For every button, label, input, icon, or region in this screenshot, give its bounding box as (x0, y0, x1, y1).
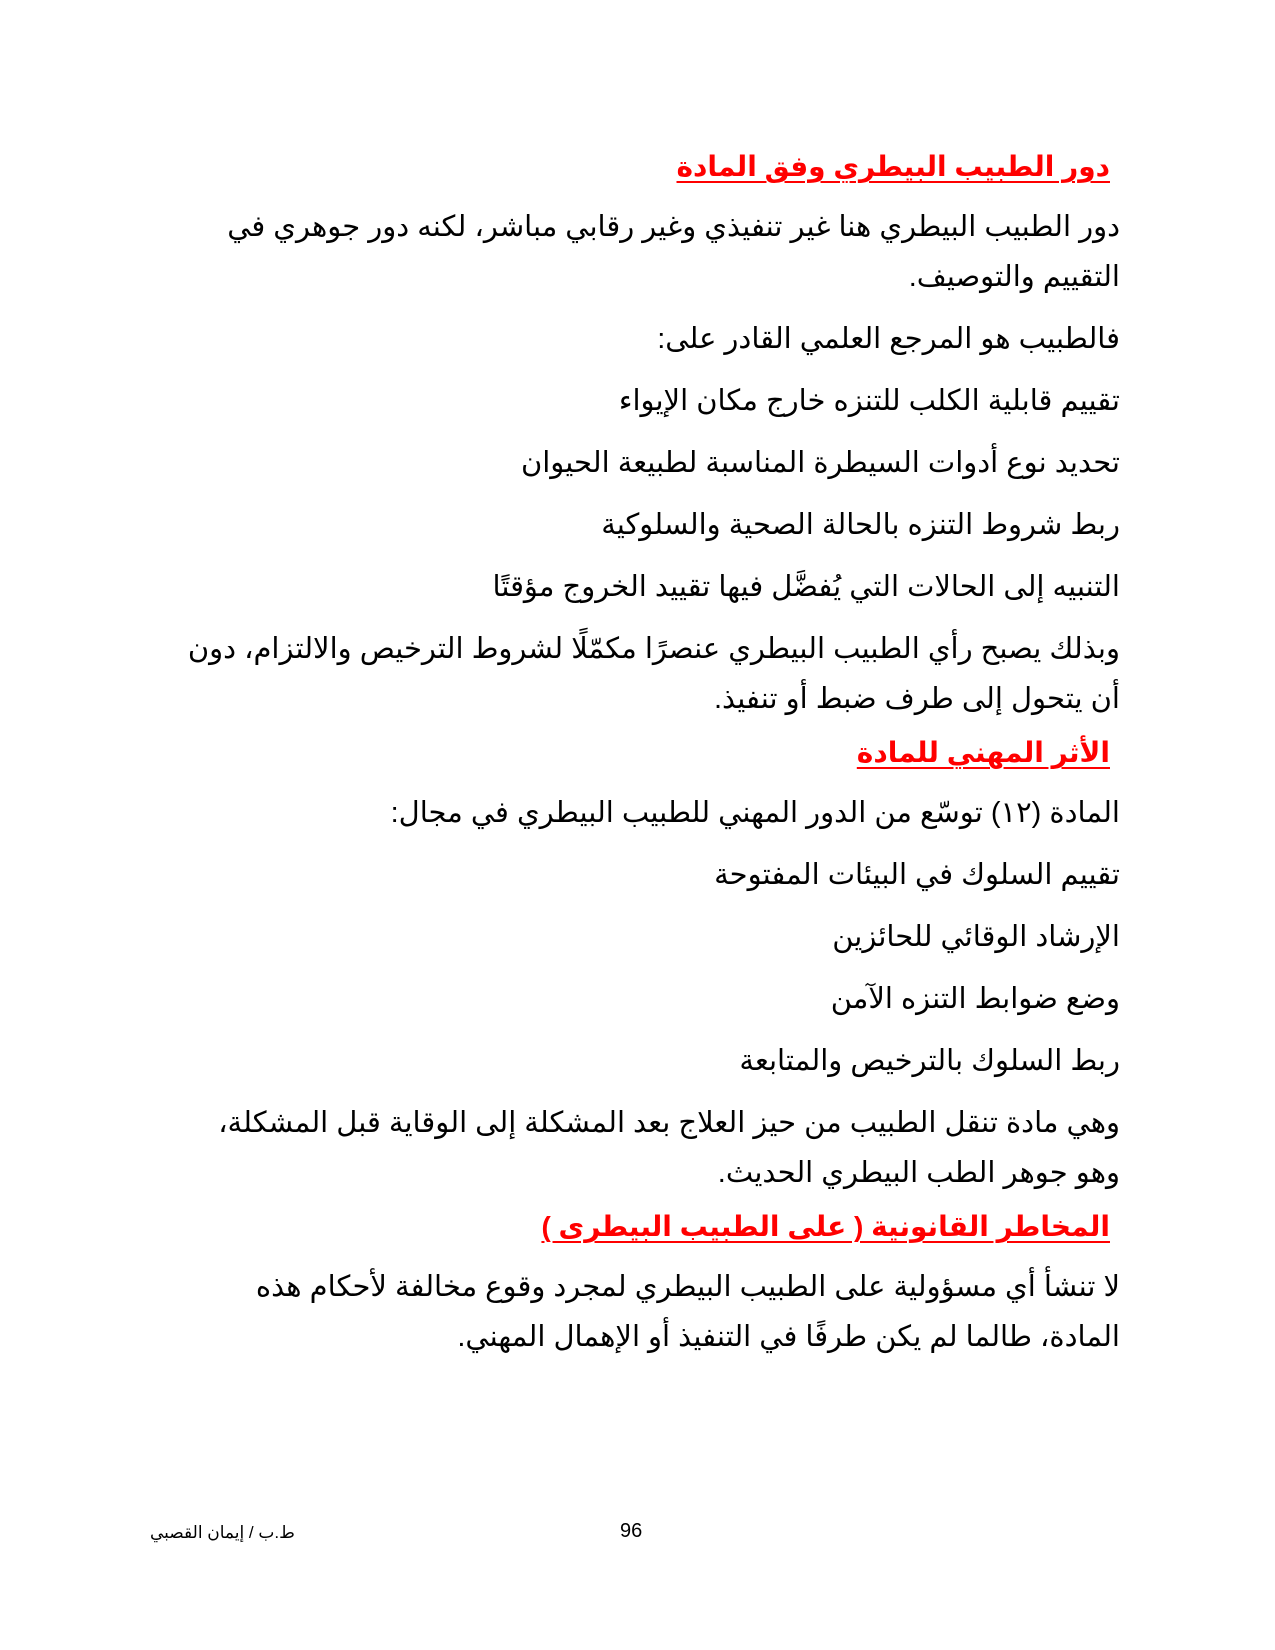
list-item: تقييم السلوك في البيئات المفتوحة (714, 859, 1120, 891)
paragraph-impact-conclusion: وهي مادة تنقل الطبيب من حيز العلاج بعد المشكلة إلى الوقاية قبل المشكلة، وهو جوهر الطب البيطري الحديث. (218, 1107, 1120, 1189)
section-heading-vet-role: دور الطبيب البيطري وفق المادة (676, 151, 1110, 182)
list-item: وضع ضوابط التنزه الآمن (830, 983, 1120, 1015)
list-item: الإرشاد الوقائي للحائزين (832, 921, 1120, 953)
footer-author: ط.ب / إيمان القصبي (150, 1523, 295, 1542)
list-item: ربط السلوك بالترخيص والمتابعة (739, 1045, 1120, 1077)
document-body (175, 150, 1120, 1374)
paragraph-legal-risks: لا تنشأ أي مسؤولية على الطبيب البيطري لمجرد وقوع مخالفة لأحكام هذه المادة، طالما لم يكن طرفًا في التنفيذ أو الإهمال المهني. (255, 1271, 1120, 1353)
list-item: تحديد نوع أدوات السيطرة المناسبة لطبيعة الحيوان (520, 447, 1120, 479)
paragraph-vet-reference: فالطبيب هو المرجع العلمي القادر على: (657, 323, 1120, 355)
section-heading-legal-risks: المخاطر القانونية ( على الطبيب البيطرى ) (541, 1211, 1110, 1242)
section-heading-professional-impact: الأثر المهني للمادة (856, 737, 1110, 768)
paragraph-article-12: المادة (١٢) توسّع من الدور المهني للطبيب البيطري في مجال: (390, 797, 1120, 829)
paragraph-vet-role-intro: دور الطبيب البيطري هنا غير تنفيذي وغير رقابي مباشر، لكنه دور جوهري في التقييم والتوصيف. (227, 211, 1120, 293)
list-item: التنبيه إلى الحالات التي يُفضَّل فيها تقييد الخروج مؤقتًا (492, 571, 1120, 603)
paragraph-vet-role-conclusion: وبذلك يصبح رأي الطبيب البيطري عنصرًا مكمّلًا لشروط الترخيص والالتزام، دون أن يتحول إلى طرف ضبط أو تنفيذ. (187, 633, 1120, 715)
page-number: 96 (620, 1520, 643, 1542)
list-item: ربط شروط التنزه بالحالة الصحية والسلوكية (601, 509, 1120, 541)
list-item: تقييم قابلية الكلب للتنزه خارج مكان الإيواء (618, 385, 1120, 417)
